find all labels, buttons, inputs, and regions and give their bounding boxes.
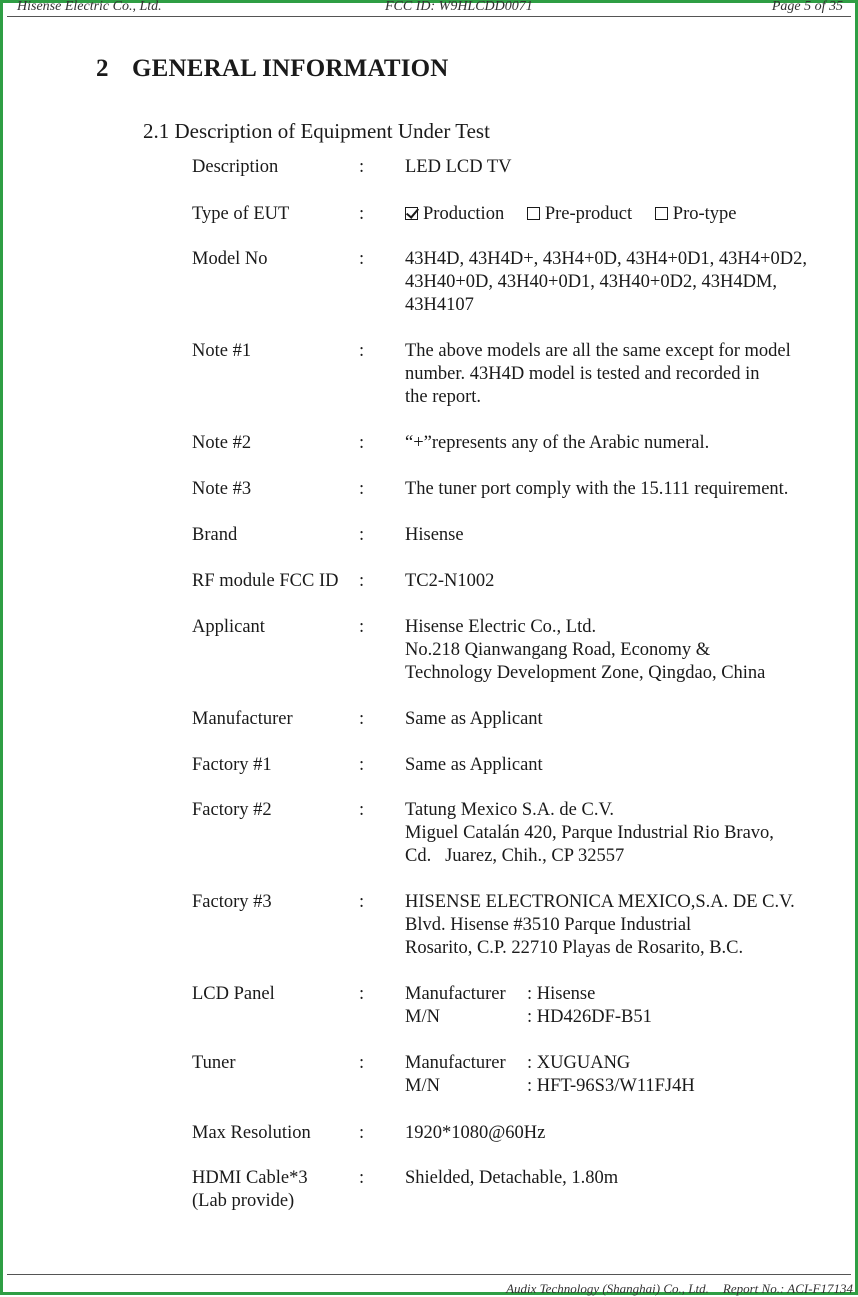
field-label: Factory #2 xyxy=(192,800,272,820)
value-line xyxy=(405,983,843,1006)
field-value: Hisense xyxy=(405,525,464,545)
value-line: Technology Development Zone, Qingdao, China xyxy=(405,663,766,683)
value-line: Hisense Electric Co., Ltd. xyxy=(405,617,597,637)
field-colon: : xyxy=(359,571,365,591)
header-company: Hisense Electric Co., Ltd. xyxy=(17,0,162,14)
header-page-number: Page 5 of 35 xyxy=(771,0,843,14)
checked-box-icon xyxy=(405,207,418,220)
field-colon: : xyxy=(359,341,365,361)
field-colon: : xyxy=(359,525,365,545)
field-value: The tuner port comply with the 15.111 requirement. xyxy=(405,479,789,499)
value-line: 43H40+0D, 43H40+0D1, 43H40+0D2, 43H4DM, xyxy=(405,272,778,292)
field-value: Same as Applicant xyxy=(405,709,543,729)
field-colon: : xyxy=(359,204,365,224)
field-value xyxy=(405,799,843,868)
field-label: Model No xyxy=(192,249,268,269)
field-colon: : xyxy=(359,249,365,269)
field-colon: : xyxy=(359,892,365,912)
field-label: LCD Panel xyxy=(192,984,275,1004)
field-colon: : xyxy=(359,800,365,820)
value-line: HISENSE ELECTRONICA MEXICO,S.A. DE C.V. xyxy=(405,892,795,912)
field-label: Factory #3 xyxy=(192,892,272,912)
field-label: Description xyxy=(192,157,279,177)
footer-lab-name: Audix Technology (Shanghai) Co., Ltd. xyxy=(506,1281,709,1296)
field-label: Factory #1 xyxy=(192,755,272,775)
option-pro-type xyxy=(655,203,737,226)
value-line: the report. xyxy=(405,387,482,407)
field-label: Note #1 xyxy=(192,341,252,361)
section-heading xyxy=(96,55,449,83)
option-pre-product xyxy=(527,203,632,226)
sub-label: Manufacturer xyxy=(405,1053,506,1073)
sub-label: Manufacturer xyxy=(405,984,506,1004)
header-fcc-id: FCC ID: W9HLCDD0071 xyxy=(385,0,533,14)
field-label xyxy=(192,1167,360,1213)
header-rule xyxy=(7,16,851,17)
field-value xyxy=(405,1052,843,1098)
field-value xyxy=(405,983,843,1029)
sub-value: : XUGUANG xyxy=(527,1053,631,1073)
label-line: (Lab provide) xyxy=(192,1191,295,1211)
option-label: Pro-type xyxy=(672,204,737,224)
value-line: The above models are all the same except for model xyxy=(405,341,791,361)
field-colon: : xyxy=(359,479,365,499)
field-value: Same as Applicant xyxy=(405,755,543,775)
field-label: Brand xyxy=(192,525,238,545)
label-line: HDMI Cable*3 xyxy=(192,1168,308,1188)
field-colon: : xyxy=(359,1168,365,1188)
field-value xyxy=(405,248,843,317)
field-label: Note #3 xyxy=(192,479,252,499)
value-line: Tatung Mexico S.A. de C.V. xyxy=(405,800,615,820)
field-colon: : xyxy=(359,433,365,453)
value-line: 43H4D, 43H4D+, 43H4+0D, 43H4+0D1, 43H4+0D2, xyxy=(405,249,807,269)
option-production xyxy=(405,203,504,226)
value-line: 43H4107 xyxy=(405,295,474,315)
field-label: Type of EUT xyxy=(192,204,290,224)
eut-type-options xyxy=(405,203,843,226)
field-colon: : xyxy=(359,617,365,637)
option-label: Production xyxy=(423,204,505,224)
sub-value: : HFT-96S3/W11FJ4H xyxy=(527,1076,695,1096)
field-label: RF module FCC ID xyxy=(192,571,339,591)
value-line: No.218 Qianwangang Road, Economy & xyxy=(405,640,711,660)
field-label: Applicant xyxy=(192,617,265,637)
field-value: “+”represents any of the Arabic numeral. xyxy=(405,433,710,453)
field-colon: : xyxy=(359,1053,365,1073)
sub-label: M/N xyxy=(405,1007,440,1027)
section-title: GENERAL INFORMATION xyxy=(132,55,449,82)
field-colon: : xyxy=(359,157,365,177)
value-line xyxy=(405,1052,843,1075)
field-value: 1920*1080@60Hz xyxy=(405,1123,546,1143)
field-value xyxy=(405,616,843,685)
sub-value: : HD426DF-B51 xyxy=(527,1007,652,1027)
field-colon: : xyxy=(359,709,365,729)
section-number: 2 xyxy=(96,55,109,82)
subsection-heading: 2.1 Description of Equipment Under Test xyxy=(143,119,490,143)
empty-box-icon xyxy=(527,207,540,220)
field-value xyxy=(405,340,843,409)
value-line: number. 43H4D model is tested and recorded in xyxy=(405,364,760,384)
field-colon: : xyxy=(359,1123,365,1143)
value-line: Rosarito, C.P. 22710 Playas de Rosarito, B.C. xyxy=(405,938,744,958)
empty-box-icon xyxy=(655,207,668,220)
value-line: Blvd. Hisense #3510 Parque Industrial xyxy=(405,915,692,935)
field-value: TC2-N1002 xyxy=(405,571,495,591)
field-colon: : xyxy=(359,984,365,1004)
field-colon: : xyxy=(359,755,365,775)
sub-value: : Hisense xyxy=(527,984,596,1004)
field-value: LED LCD TV xyxy=(405,157,512,177)
footer-rule xyxy=(7,1274,851,1275)
value-line: Miguel Catalán 420, Parque Industrial Rio Bravo, xyxy=(405,823,774,843)
sub-label: M/N xyxy=(405,1076,440,1096)
option-label: Pre-product xyxy=(544,204,633,224)
value-line xyxy=(405,1006,843,1029)
value-line: Cd. Juarez, Chih., CP 32557 xyxy=(405,846,625,866)
field-label: Tuner xyxy=(192,1053,236,1073)
footer-report-number: Report No.: ACI-F17134 xyxy=(722,1281,853,1296)
field-value xyxy=(405,891,843,960)
field-value: Shielded, Detachable, 1.80m xyxy=(405,1168,619,1188)
field-label: Manufacturer xyxy=(192,709,293,729)
page-header xyxy=(15,0,843,16)
field-label: Max Resolution xyxy=(192,1123,311,1143)
value-line xyxy=(405,1075,843,1098)
field-label: Note #2 xyxy=(192,433,252,453)
